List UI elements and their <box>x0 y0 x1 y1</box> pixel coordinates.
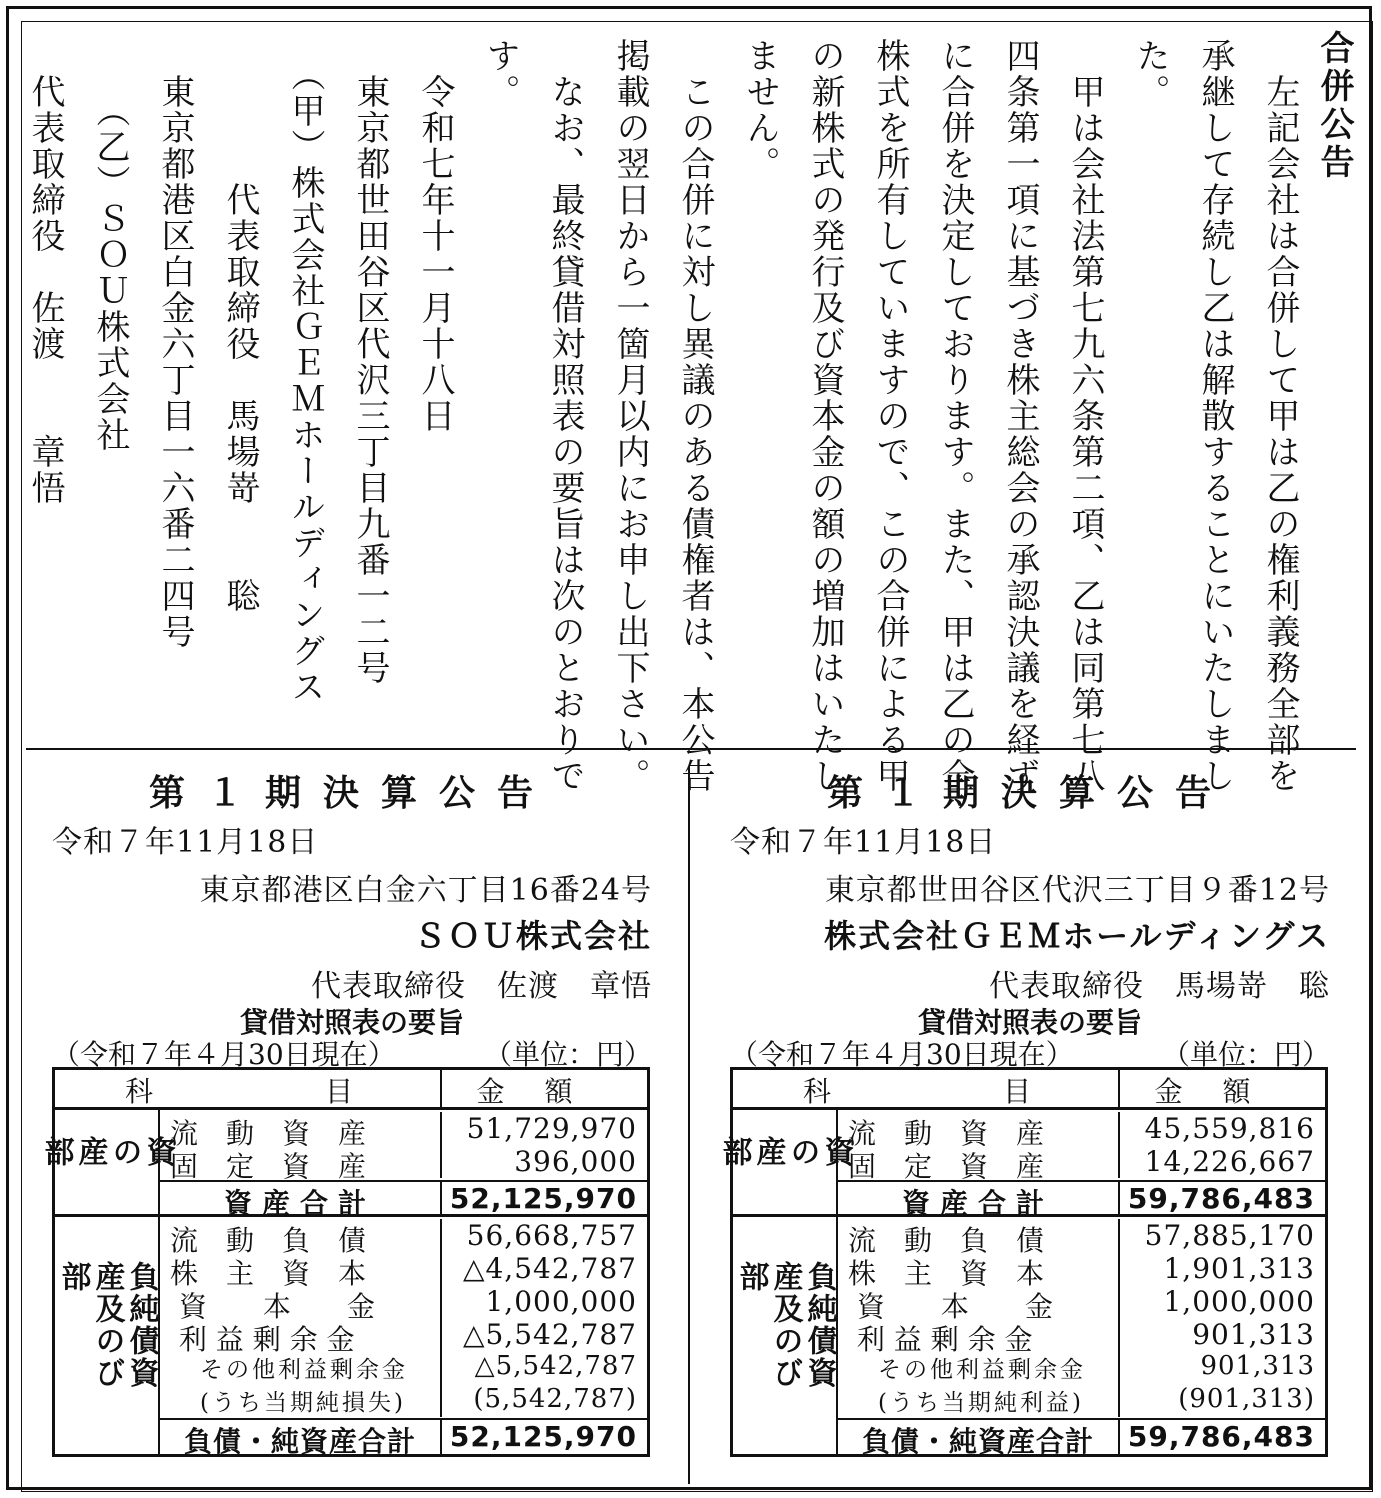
notice-column: （乙）ＳＯＵ株式会社 <box>90 38 130 453</box>
total-value: 59,786,483 <box>1127 1182 1315 1215</box>
assets-total-row <box>838 1180 1325 1220</box>
notice-column: 承継して存続し乙は解散することにいたしまし <box>1195 38 1235 794</box>
bs-as-of: （令和７年４月30日現在） <box>730 1038 1074 1071</box>
row-value: 57,885,170 <box>1144 1219 1315 1252</box>
header-item-1: 科 <box>125 1075 154 1108</box>
total-label: 資産合計 <box>838 1182 1120 1216</box>
bs-title: 貸借対照表の要旨 <box>239 1006 464 1039</box>
assets-section-text: 資の産部 <box>38 1136 176 1168</box>
liabilities-total-row <box>160 1418 647 1458</box>
notice-column: この合併に対し異議のある債権者は、本公告 <box>675 38 715 794</box>
balance-sheet-table <box>716 1067 1328 1458</box>
table-row <box>160 1384 647 1417</box>
row-value: 14,226,667 <box>1144 1145 1315 1178</box>
table-row <box>160 1252 647 1290</box>
row-label: 株 主 資 本 <box>160 1252 442 1285</box>
assets-group <box>716 1110 1325 1220</box>
notice-column: ません。 <box>740 38 780 182</box>
notice-column: 掲載の翌日から一箇月以内にお申し出下さい。 <box>610 38 650 794</box>
panel-title: 第１期決算公告 <box>826 773 1233 814</box>
table-row <box>160 1285 647 1323</box>
table-row <box>160 1318 647 1356</box>
table-row <box>838 1219 1325 1257</box>
row-label: 固 定 資 産 <box>160 1145 442 1178</box>
table-row <box>160 1351 647 1384</box>
panel-company: ＳＯＵ株式会社 <box>413 917 652 955</box>
row-label: 利 益 剰 余 金 <box>160 1318 442 1351</box>
row-value: 51,729,970 <box>466 1112 637 1145</box>
row-label: 資 本 金 <box>160 1285 442 1318</box>
liabilities-total-row <box>838 1418 1325 1458</box>
bs-as-of: （令和７年４月30日現在） <box>52 1038 396 1071</box>
row-label: 流 動 資 産 <box>838 1112 1120 1145</box>
bs-title: 貸借対照表の要旨 <box>917 1006 1142 1039</box>
notice-column: た。 <box>1130 38 1170 110</box>
notice-column: す。 <box>480 38 520 110</box>
notice-column: （甲）株式会社ＧＥＭホールディングス <box>285 38 325 705</box>
panel-address: 東京都世田谷区代沢三丁目９番12号 <box>824 873 1330 908</box>
table-header <box>55 1070 647 1110</box>
notice-column: 代表取締役 佐渡 章悟 <box>25 38 65 506</box>
row-value: 1,000,000 <box>1163 1285 1315 1318</box>
total-value: 52,125,970 <box>449 1420 637 1453</box>
row-value: 1,901,313 <box>1163 1252 1315 1285</box>
panel-date: 令和７年11月18日 <box>730 825 997 860</box>
notice-column: 令和七年十一月十八日 <box>415 38 455 434</box>
notice-column: 株式を所有していますので、この合併による甲 <box>870 38 910 794</box>
table-row <box>838 1285 1325 1323</box>
row-value: 901,313 <box>1200 1351 1315 1381</box>
total-label: 負債・純資産合計 <box>160 1420 442 1454</box>
liabilities-group <box>55 1217 647 1458</box>
notice-title: 合併公告 <box>1314 30 1354 182</box>
liabilities-section-text: 負純債資産及のび部 <box>733 1260 837 1389</box>
balance-sheet-table <box>38 1067 650 1458</box>
assets-section-text: 資の産部 <box>716 1136 854 1168</box>
panel-representative: 代表取締役 佐渡 章悟 <box>311 969 652 1004</box>
row-value: 45,559,816 <box>1144 1112 1315 1145</box>
row-value: △4,542,787 <box>462 1252 637 1285</box>
table-row <box>838 1384 1325 1417</box>
header-item-1: 科 <box>803 1075 832 1108</box>
panel-date: 令和７年11月18日 <box>52 825 319 860</box>
row-label: 資 本 金 <box>838 1285 1120 1318</box>
notice-column: に合併を決定しております。また、甲は乙の全 <box>935 38 975 794</box>
notice-column: 四条第一項に基づき株主総会の承認決議を経ず <box>1000 38 1040 794</box>
left-panel <box>38 765 652 1465</box>
bs-unit: （単位：円） <box>1161 1038 1330 1071</box>
row-label: 流 動 負 債 <box>838 1219 1120 1252</box>
header-item-2: 目 <box>1003 1075 1032 1108</box>
notice-column: 東京都世田谷区代沢三丁目九番一二号 <box>350 38 390 686</box>
row-label: (うち当期純利益) <box>838 1384 1120 1417</box>
table-row <box>160 1145 647 1183</box>
notice-column: 代表取締役 馬場嵜 聡 <box>220 38 260 614</box>
assets-section-label <box>716 1110 854 1214</box>
header-amount: 金額 <box>1154 1075 1291 1108</box>
total-label: 資産合計 <box>160 1182 442 1216</box>
total-label: 負債・純資産合計 <box>838 1420 1120 1454</box>
row-label: 利 益 剰 余 金 <box>838 1318 1120 1351</box>
table-row <box>160 1219 647 1257</box>
row-value: (5,542,787) <box>473 1384 637 1414</box>
liabilities-group <box>733 1217 1325 1458</box>
liabilities-section-label <box>55 1217 160 1454</box>
table-row <box>160 1112 647 1150</box>
section-divider <box>26 748 1356 750</box>
notice-column: の新株式の発行及び資本金の額の増加はいたし <box>805 38 845 794</box>
row-value: 396,000 <box>514 1145 637 1178</box>
assets-group <box>38 1110 647 1220</box>
panel-company: 株式会社ＧＥＭホールディングス <box>824 917 1330 955</box>
table-header <box>733 1070 1325 1110</box>
panel-title: 第１期決算公告 <box>148 773 555 814</box>
total-value: 59,786,483 <box>1127 1420 1315 1453</box>
row-value: 56,668,757 <box>466 1219 637 1252</box>
table-row <box>838 1145 1325 1183</box>
notice-column: 左記会社は合併して甲は乙の権利義務全部を <box>1260 38 1300 794</box>
row-label: 株 主 資 本 <box>838 1252 1120 1285</box>
row-value: (901,313) <box>1178 1384 1315 1414</box>
right-panel <box>716 765 1330 1465</box>
row-label: 流 動 資 産 <box>160 1112 442 1145</box>
liabilities-section-text: 負純債資産及のび部 <box>55 1260 159 1389</box>
row-value: 901,313 <box>1192 1318 1315 1351</box>
liabilities-section-label <box>733 1217 838 1454</box>
notice-column: 甲は会社法第七九六条第二項、乙は同第七八 <box>1065 38 1105 794</box>
row-label: 固 定 資 産 <box>838 1145 1120 1178</box>
row-label: (うち当期純損失) <box>160 1384 442 1417</box>
row-value: 1,000,000 <box>485 1285 637 1318</box>
row-label: その他利益剰余金 <box>838 1351 1120 1384</box>
notice-column: 東京都港区白金六丁目一六番二四号 <box>155 38 195 650</box>
assets-section-label <box>38 1110 176 1214</box>
header-item-cell <box>733 1070 1120 1107</box>
header-item-2: 目 <box>325 1075 354 1108</box>
panel-representative: 代表取締役 馬場嵜 聡 <box>989 969 1330 1004</box>
row-label: 流 動 負 債 <box>160 1219 442 1252</box>
header-amount: 金額 <box>476 1075 613 1108</box>
table-row <box>838 1318 1325 1356</box>
panel-divider <box>688 766 690 1484</box>
panel-address: 東京都港区白金六丁目16番24号 <box>199 873 652 908</box>
row-value: △5,542,787 <box>474 1351 637 1381</box>
row-value: △5,542,787 <box>462 1318 637 1351</box>
notice-column: なお、最終貸借対照表の要旨は次のとおりで <box>545 38 585 794</box>
table-row <box>838 1252 1325 1290</box>
total-value: 52,125,970 <box>449 1182 637 1215</box>
row-label: その他利益剰余金 <box>160 1351 442 1384</box>
table-row <box>838 1112 1325 1150</box>
table-row <box>838 1351 1325 1384</box>
header-item-cell <box>55 1070 442 1107</box>
assets-total-row <box>160 1180 647 1220</box>
bs-unit: （単位：円） <box>483 1038 652 1071</box>
